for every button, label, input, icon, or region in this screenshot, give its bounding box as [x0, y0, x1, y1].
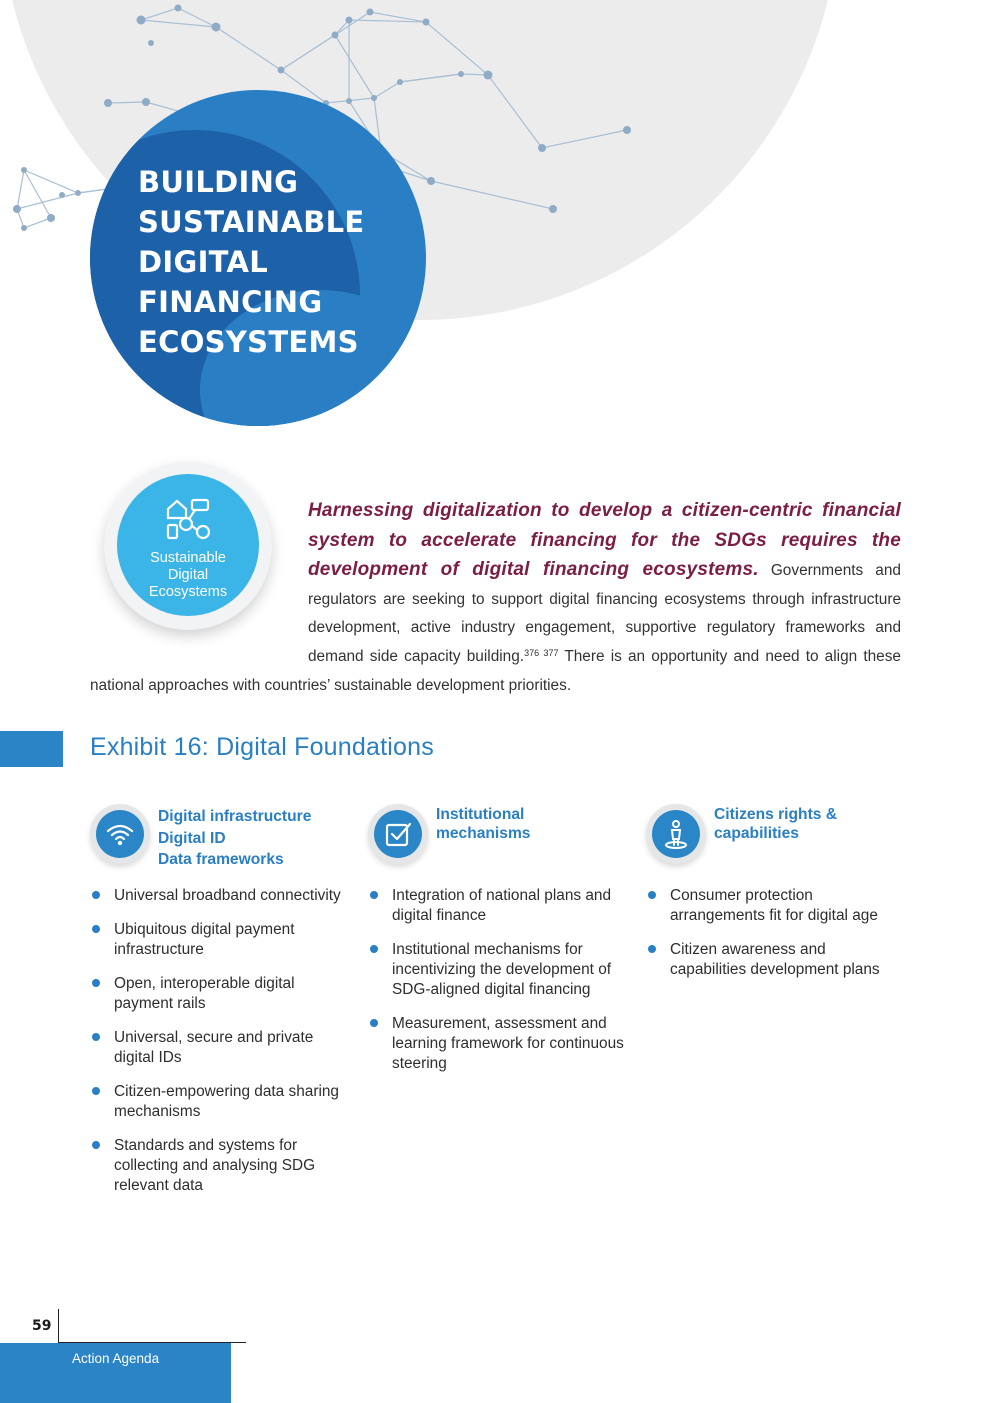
- heading-line: capabilities: [714, 824, 799, 842]
- chapter-title: BUILDING SUSTAINABLE DIGITAL FINANCING ECOSYSTEMS: [138, 165, 365, 359]
- list-item-text: Consumer protection arrangements fit for digital age: [670, 887, 878, 924]
- list-item: [646, 940, 896, 980]
- list-item-text: Institutional mechanisms for incentivizing the development of SDG-aligned digital financing: [392, 941, 612, 998]
- list-item-text: Citizen-empowering data sharing mechanisms: [114, 1083, 339, 1120]
- list-item: [368, 940, 630, 1000]
- bullet-dot: [92, 1033, 100, 1041]
- bullet-dot: [370, 891, 378, 899]
- footnote-refs[interactable]: 376 377: [524, 647, 559, 658]
- column-header: [90, 804, 352, 876]
- intro-body: Governments and regulators are seeking to support digital financing ecosystems through infrastructure development, active industry engagement, supportive regulatory frameworks and demand side capacity building.: [308, 562, 901, 665]
- list-item: [368, 886, 630, 926]
- wifi-icon: [104, 818, 136, 850]
- column-heading: [436, 806, 636, 843]
- section-tab-marker: [0, 731, 63, 767]
- bullet-dot: [370, 945, 378, 953]
- list-item-text: Citizen awareness and capabilities development plans: [670, 941, 880, 978]
- bullet-dot: [92, 891, 100, 899]
- heading-line: Institutional: [436, 806, 525, 823]
- bullet-dot: [92, 925, 100, 933]
- footer-section-label[interactable]: Action Agenda: [72, 1351, 160, 1366]
- bullet-dot: [92, 1141, 100, 1149]
- list-item: [90, 1082, 352, 1122]
- badge-spacer: [90, 497, 308, 665]
- heading-line: Data frameworks: [158, 851, 284, 868]
- intro-paragraph: [90, 497, 901, 700]
- intro-tail: There is an opportunity and need to align these national approaches with countries’ sustainable development priorities.: [90, 647, 901, 694]
- list-item-text: Integration of national plans and digital finance: [392, 887, 612, 924]
- list-item-text: Open, interoperable digital payment rails: [114, 975, 295, 1012]
- column-header: [368, 804, 630, 876]
- bullet-list: [646, 886, 896, 980]
- list-item-text: Universal broadband connectivity: [114, 887, 341, 904]
- heading-line: Digital infrastructure: [158, 808, 312, 825]
- list-item: [90, 1028, 352, 1068]
- heading-line: Digital ID: [158, 829, 226, 847]
- bullet-list: [90, 886, 352, 1196]
- foundation-column-citizens: [646, 804, 896, 994]
- list-item: [90, 1136, 352, 1196]
- column-heading: [158, 806, 358, 871]
- column-icon-badge: [368, 804, 428, 864]
- list-item-text: Ubiquitous digital payment infrastructure: [114, 921, 295, 958]
- heading-line: Citizens rights &: [714, 806, 838, 823]
- list-item: [90, 920, 352, 960]
- topic-badge-label: Sustainable Digital Ecosystems: [148, 550, 228, 600]
- list-item: [90, 974, 352, 1014]
- bullet-dot: [92, 979, 100, 987]
- list-item: [368, 1014, 630, 1074]
- foundation-column-infrastructure: [90, 804, 352, 1210]
- list-item-text: Universal, secure and private digital IDs: [114, 1029, 314, 1066]
- list-item-text: Measurement, assessment and learning framework for continuous steering: [392, 1015, 624, 1072]
- list-item-text: Standards and systems for collecting and analysing SDG relevant data: [114, 1137, 316, 1194]
- page-number: 59: [32, 1318, 52, 1334]
- exhibit-title: Exhibit 16: Digital Foundations: [90, 733, 434, 761]
- person-location-icon: [660, 818, 692, 850]
- column-heading: [714, 806, 914, 843]
- list-item: [646, 886, 896, 926]
- column-header: [646, 804, 896, 876]
- foundation-column-institutional: [368, 804, 630, 1088]
- intro-lead: Harnessing digitalization to develop a citizen-centric financial system to accelerate financing for the SDGs requires the development of digital financing ecosystems.: [308, 500, 901, 581]
- checkbox-icon: [382, 818, 414, 850]
- bullet-list: [368, 886, 630, 1074]
- bullet-dot: [92, 1087, 100, 1095]
- bullet-dot: [648, 891, 656, 899]
- heading-line: mechanisms: [436, 824, 531, 842]
- bullet-dot: [648, 945, 656, 953]
- bullet-dot: [370, 1019, 378, 1027]
- column-icon-badge: [646, 804, 706, 864]
- column-icon-badge: [90, 804, 150, 864]
- list-item: [90, 886, 352, 906]
